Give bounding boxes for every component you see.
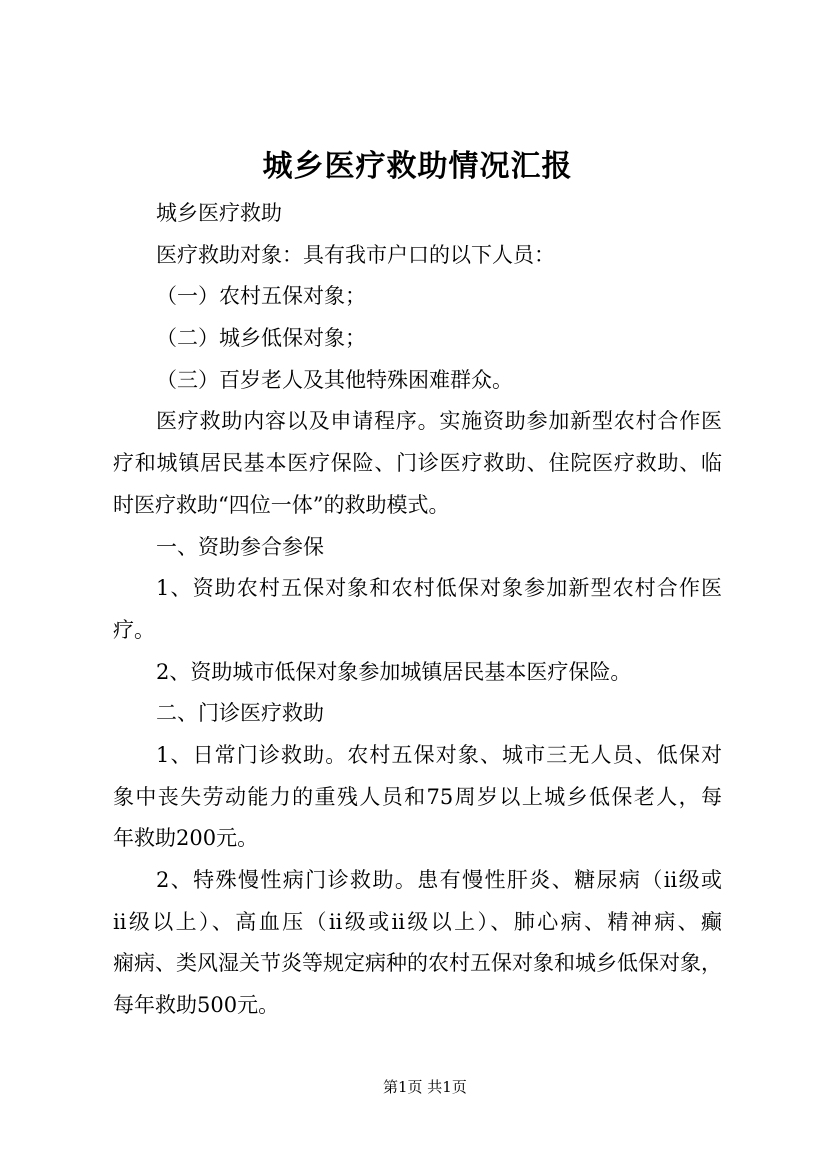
- paragraph-line: 痫病、类风湿关节炎等规定病种的农村五保对象和城乡低保对象，: [113, 951, 722, 976]
- paragraph-line: 医疗救助对象：具有我市户口的以下人员：: [156, 242, 555, 267]
- paragraph-line: 疗。: [113, 617, 155, 642]
- paragraph: [113, 527, 722, 569]
- document-title: 城乡医疗救助情况汇报: [262, 149, 573, 184]
- paragraph: [113, 693, 722, 735]
- paragraph-line: 时医疗救助“四位一体”的救助模式。: [113, 492, 450, 517]
- paragraph-line: 2、资助城市低保对象参加城镇居民基本医疗保险。: [156, 659, 632, 684]
- paragraph-line: 2、特殊慢性病门诊救助。患有慢性肝炎、糖尿病（ii级或: [156, 868, 722, 892]
- paragraph-line: 1、日常门诊救助。农村五保对象、城市三无人员、低保对: [156, 742, 722, 767]
- paragraph-line: （二）城乡低保对象；: [156, 326, 366, 351]
- paragraph-line: 二、门诊医疗救助: [156, 701, 324, 726]
- paragraph: [113, 735, 722, 860]
- paragraph-line: （三）百岁老人及其他特殊困难群众。: [156, 367, 513, 392]
- paragraph-line: 1、资助农村五保对象和农村低保对象参加新型农村合作医: [156, 576, 722, 601]
- paragraph-line: 疗和城镇居民基本医疗保险、门诊医疗救助、住院医疗救助、临: [113, 451, 722, 476]
- document-body: [113, 193, 722, 1027]
- paragraph: [113, 276, 722, 318]
- paragraph: [113, 318, 722, 360]
- paragraph-line: 每年救助500元。: [113, 993, 280, 1018]
- paragraph: [113, 193, 722, 235]
- paragraph: [113, 860, 722, 1027]
- paragraph: [113, 652, 722, 694]
- page-number-footer: 第1页 共1页: [383, 1078, 467, 1096]
- paragraph-line: 年救助200元。: [113, 826, 259, 851]
- paragraph-line: ii级以上）、高血压（ii级或ii级以上）、肺心病、精神病、癫: [113, 909, 722, 934]
- paragraph: [113, 568, 722, 651]
- paragraph-line: 医疗救助内容以及申请程序。实施资助参加新型农村合作医: [156, 409, 722, 434]
- paragraph-line: 一、资助参合参保: [156, 534, 324, 559]
- paragraph: [113, 360, 722, 402]
- paragraph: [113, 401, 722, 526]
- paragraph: [113, 235, 722, 277]
- paragraph-line: 象中丧失劳动能力的重残人员和75周岁以上城乡低保老人，每: [113, 784, 722, 809]
- paragraph-line: （一）农村五保对象；: [156, 284, 366, 309]
- paragraph-line: 城乡医疗救助: [156, 201, 282, 225]
